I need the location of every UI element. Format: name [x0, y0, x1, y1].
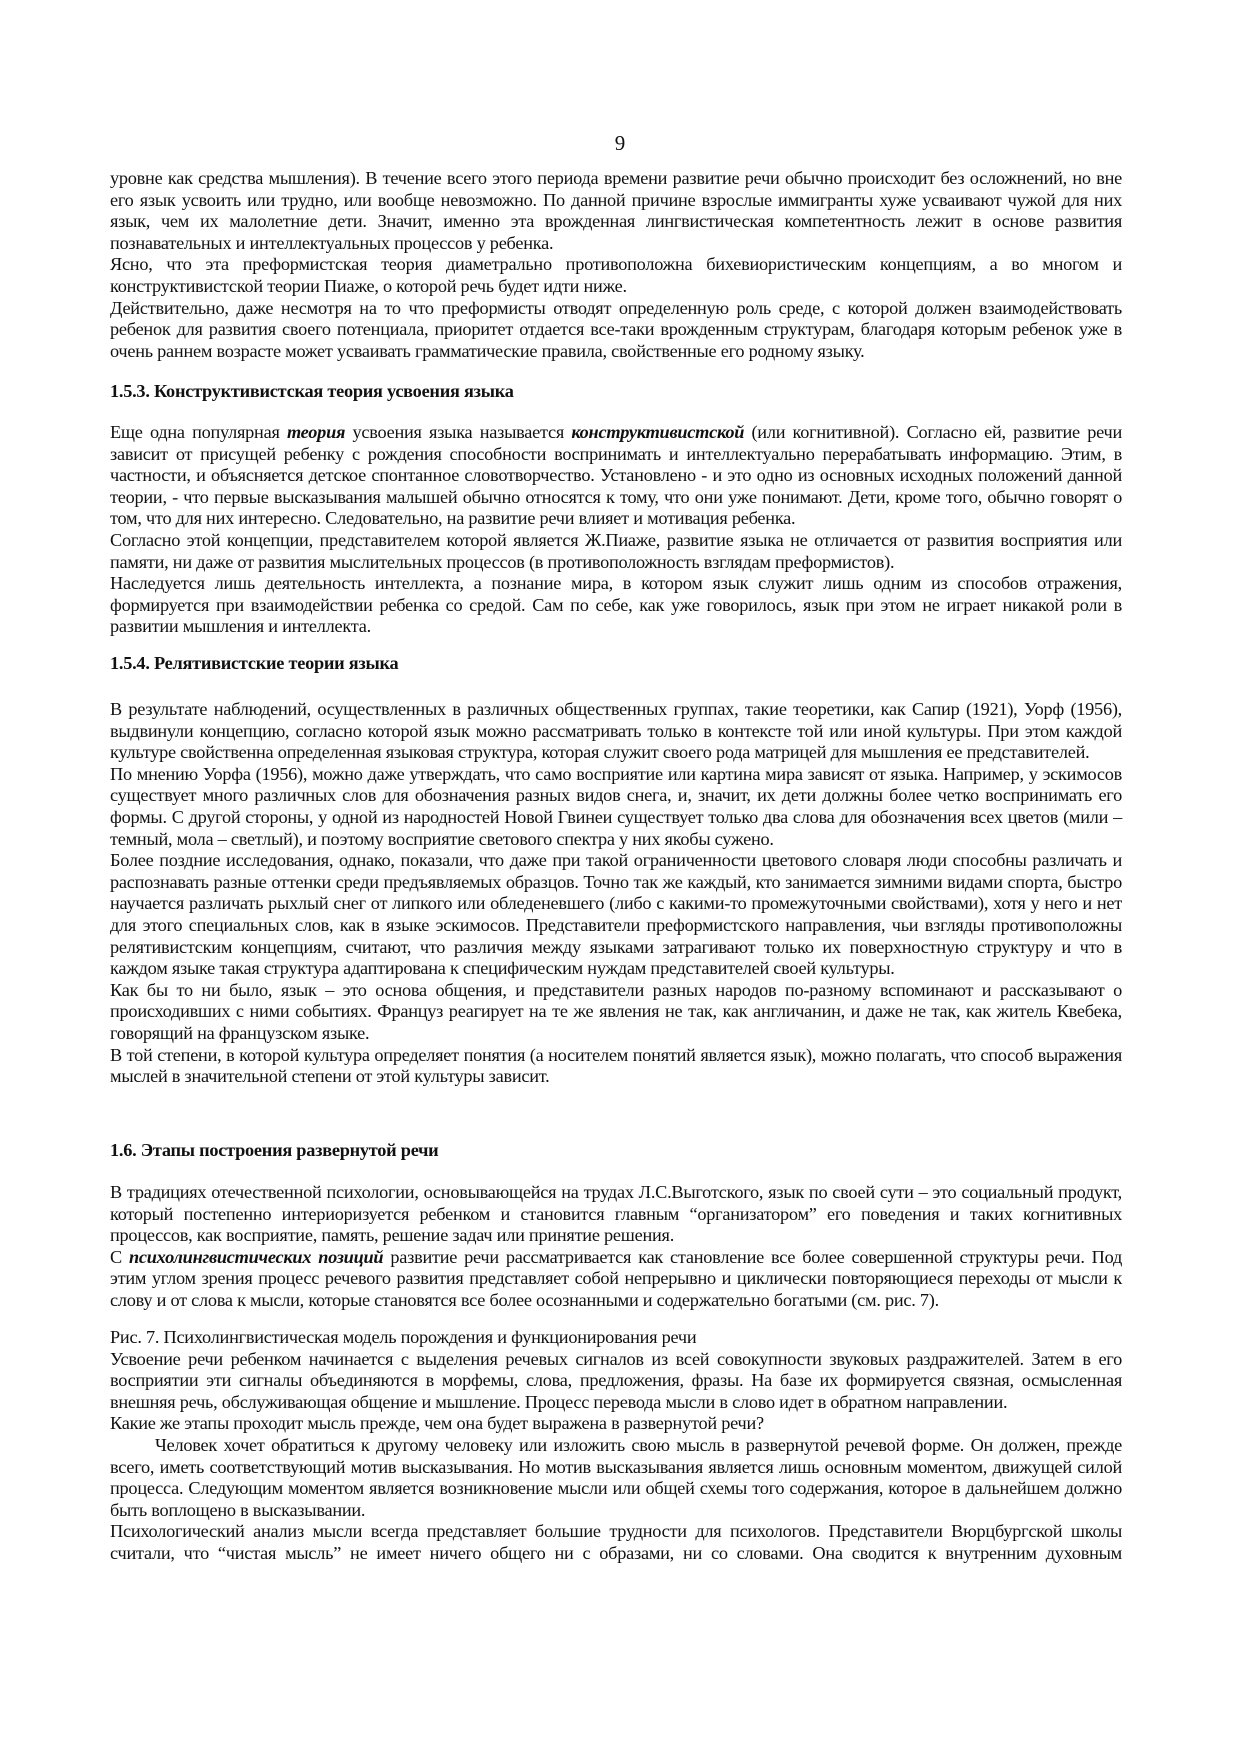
emphasis: психолингвистических позиций	[128, 1246, 384, 1267]
figure-caption: Рис. 7. Психолингвистическая модель порождения и функционирования речи	[110, 1327, 697, 1347]
page-number: 9	[614, 131, 626, 155]
paragraph: Действительно, даже несмотря на то что преформисты отводят определенную роль среде, с которой должен взаимодействовать ребенок для развития своего потенциала, приоритет отдается все-таки врожденным структурам, благодаря которым ребенок уже в очень раннем возрасте может усваивать грамматические правила, свойственные его родному языку.	[110, 297, 1122, 361]
paragraph	[110, 1247, 1122, 1312]
section-1-6-continued	[110, 1327, 1122, 1565]
emphasis: конструктивистской	[571, 422, 745, 442]
paragraph: Психологический анализ мысли всегда представляет большие трудности для психологов. Представители Вюрцбургской школы считали, что “чистая мысль” не имеет ничего общего ни с образами, ни со словами. Она сводится к внутренним духовным	[110, 1521, 1122, 1563]
text: усвоения языка называется	[345, 422, 572, 442]
section-1-5-3-body	[110, 422, 1122, 638]
paragraph: По мнению Уорфа (1956), можно даже утверждать, что само восприятие или картина мира зависят от языка. Например, у эскимосов существует много различных слов для обозначения разных видов снега, и, значит, их дети должны более четко воспринимать его формы. С другой стороны, у одной из народностей Новой Гвинеи существует только два слова для обозначения всех цветов (мили – темный, мола – светлый), и поэтому восприятие светового спектра у них якобы сужено.	[110, 763, 1122, 849]
section-heading: 1.6. Этапы построения развернутой речи	[110, 1140, 439, 1160]
text: С	[110, 1246, 129, 1267]
paragraph: В традициях отечественной психологии, основывающейся на трудах Л.С.Выготского, язык по своей сути – это социальный продукт, который постепенно интериоризуется ребенком и становится главным “организатором” его поведения и таких когнитивных процессов, как восприятие, память, решение задач или принятие решения.	[110, 1182, 1122, 1246]
text: Еще одна популярная	[110, 422, 287, 442]
paragraph: Усвоение речи ребенком начинается с выделения речевых сигналов из всей совокупности звуковых раздражителей. Затем в его восприятии эти сигналы объединяются в морфемы, слова, предложения, фразы. На базе их формируется связная, осмысленная внешняя речь, обслуживающая общение и мышление. Процесс перевода мысли в слово идет в обратном направлении.	[110, 1348, 1122, 1412]
paragraph: В той степени, в которой культура определяет понятия (а носителем понятий является язык), можно полагать, что способ выражения мыслей в значительной степени от этой культуры зависит.	[110, 1044, 1122, 1087]
section-heading: 1.5.3. Конструктивистская теория усвоения языка	[110, 381, 514, 401]
paragraph: Как бы то ни было, язык – это основа общения, и представители разных народов по-разному вспоминают и рассказывают о происходивших с ними событиях. Француз реагирует на те же явления не так, как англичанин, и даже не так, как житель Квебека, говорящий на французском языке.	[110, 979, 1122, 1043]
paragraph: уровне как средства мышления). В течение всего этого периода времени развитие речи обычно происходит без осложнений, но вне его язык усвоить или трудно, или вообще невозможно. По данной причине взрослые иммигранты хуже усваивают чужой для них язык, чем их малолетние дети. Значит, именно эта врожденная лингвистическая компетентность лежит в основе развития познавательных и интеллектуальных процессов у ребенка.	[110, 168, 1122, 253]
paragraph: Более поздние исследования, однако, показали, что даже при такой ограниченности цветового словаря люди способны различать и распознавать разные оттенки среди предъявляемых образцов. Точно так же каждый, кто занимается зимними видами спорта, быстро научается различать рыхлый снег от липкого или обледеневшего (либо с какими-то промежуточными свойствами), хотя у него и нет для этого специальных слов, как в языке эскимосов. Представители преформистского направления, чьи взгляды противоположны релятивистским концепциям, считают, что различия между языками затрагивают только их поверхностную структуру и что в каждом языке такая структура адаптирована к специфическим нуждам представителей своей культуры.	[110, 850, 1122, 979]
text: развитие речи рассматривается как становление все более совершенной структуры речи. Под этим углом зрения процесс речевого развития представляет собой непрерывно и циклически повторяющиеся переходы от мысли к слову и от слова к мысли, которые становятся все более осознанными и содержательно богатыми (см. рис. 7).	[110, 1246, 1123, 1310]
paragraph: Человек хочет обратиться к другому человеку или изложить свою мысль в развернутой речевой форме. Он должен, прежде всего, иметь соответствующий мотив высказывания. Но мотив высказывания является лишь основным моментом, движущей силой процесса. Следующим моментом является возникновение мысли или общей схемы того содержания, которое в дальнейшем должно быть воплощено в высказывании.	[110, 1434, 1122, 1520]
paragraph: Какие же этапы проходит мысль прежде, чем она будет выражена в развернутой речи?	[110, 1413, 764, 1434]
paragraph: В результате наблюдений, осуществленных в различных общественных группах, такие теоретики, как Сапир (1921), Уорф (1956), выдвинули концепцию, согласно которой язык можно рассматривать только в контексте той или иной культуры. При этом каждой культуре свойственна определенная языковая структура, которая служит своего рода матрицей для мышления ее представителей.	[110, 699, 1122, 763]
section-1-5-4	[110, 653, 1122, 675]
emphasis: теория	[286, 422, 346, 442]
section-heading: 1.5.4. Релятивистские теории языка	[110, 653, 399, 673]
section-1-5-3	[110, 381, 1122, 403]
section-1-6	[110, 1140, 1122, 1162]
paragraph: Согласно этой концепции, представителем которой является Ж.Пиаже, развитие языка не отличается от развития восприятия или памяти, ни даже от развития мыслительных процессов (в противоположность взглядам преформистов).	[110, 529, 1122, 572]
paragraph: Ясно, что эта преформистская теория диаметрально противоположна бихевиористическим концепциям, а во многом и конструктивистской теории Пиаже, о которой речь будет идти ниже.	[110, 254, 1122, 296]
section-1-6-body	[110, 1182, 1122, 1312]
text: (или когнитивной). Согласно ей, развитие речи зависит от присущей ребенку с рождения способности воспринимать и интеллектуально перерабатывать информацию. Этим, в частности, и объясняется детское спонтанное словотворчество. Установлено - и это одно из основных исходных положений данной теории, - что первые высказывания малышей обычно относятся к тому, что они уже понимают. Дети, кроме того, обычно говорят о том, что для них интересно. Следовательно, на развитие речи влияет и мотивация ребенка.	[110, 422, 1123, 529]
paragraph	[110, 422, 1122, 530]
section-1-5-4-body	[110, 699, 1122, 1088]
intro-text	[110, 168, 1122, 362]
paragraph: Наследуется лишь деятельность интеллекта, а познание мира, в котором язык служит лишь одним из способов отражения, формируется при взаимодействии ребенка со средой. Сам по себе, как уже говорилось, язык при этом не играет никакой роли в развитии мышления и интеллекта.	[110, 573, 1122, 637]
